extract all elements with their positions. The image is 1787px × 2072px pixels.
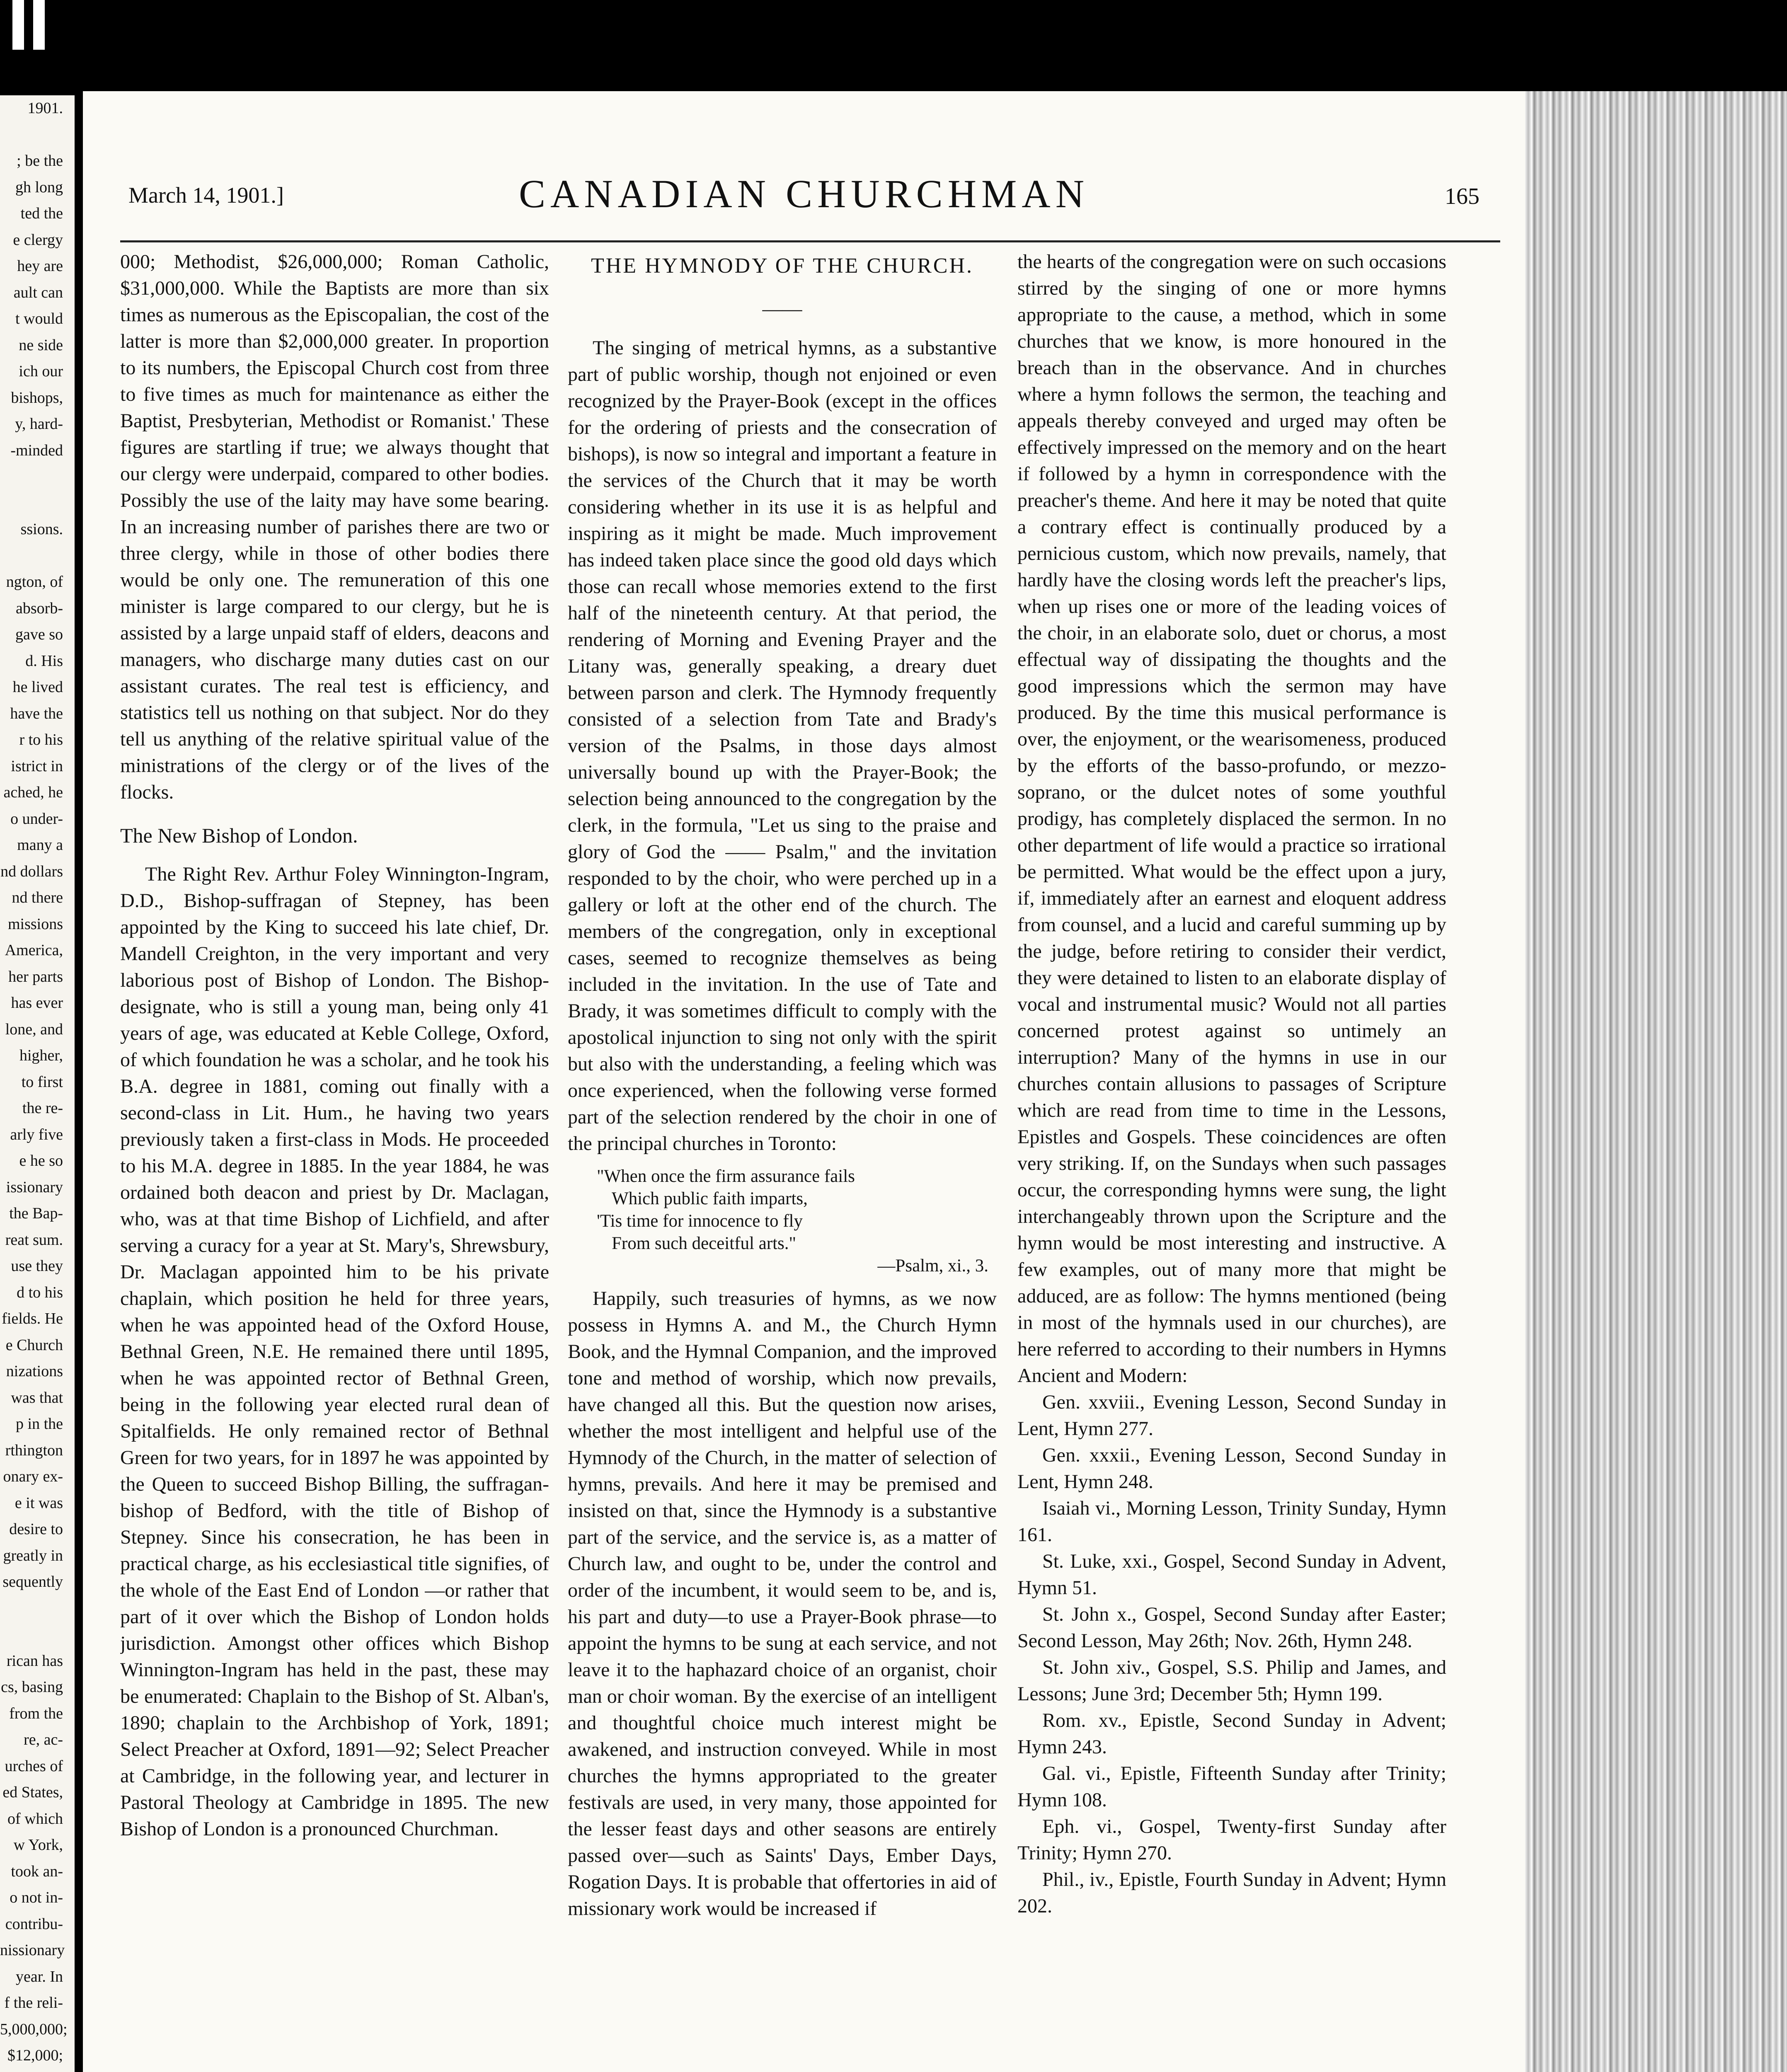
hymn-reference: Phil., iv., Epistle, Fourth Sunday in Advent; Hymn 202.: [1017, 1869, 1446, 1917]
margin-fragment: e clergy: [13, 231, 63, 249]
margin-fragment: d to his: [17, 1283, 63, 1301]
margin-fragment: ; be the: [17, 152, 63, 169]
margin-fragment: re, ac-: [24, 1731, 63, 1748]
margin-fragment: greatly in: [3, 1547, 63, 1564]
margin-fragment: reat sum.: [5, 1231, 63, 1249]
verse-line: Which public faith imparts,: [612, 1189, 808, 1208]
paragraph: 000; Methodist, $26,000,000; Roman Catholic, $31,000,000. While the Baptists are more than six times as numerous as the Episcopalian, the cost of the latter is more than $2,000,000 greater. In proportion to its numbers, the Episcopal Church cost from three to five times as much for maintenance as either the Baptist, Presbyterian, Methodist or Romanist.' These figures are startling if true; we always thought that our clergy were underpaid, compared to other bodies. Possibly the use of the laity may have some bearing. In an increasing number of parishes there are two or three clergy, while in those of other bodies there would be only one. The remuneration of this one minister is large compared to our clergy, but he is assisted by a large unpaid staff of elders, deacons and managers, who discharge many duties cast on our assistant curates. The real test is efficiency, and statistics tell us nothing on that subject. Nor do they tell us anything of the relative spiritual value of the ministrations of the clergy or of the lives of the flocks.: [120, 251, 549, 803]
paragraph: Happily, such treasuries of hymns, as we now possess in Hymns A. and M., the Church Hymn Book, and the Hymnal Companion, and the improved tone and method of worship, which now prevails, have changed all this. But the question now arises, whether the most intelligent and helpful use of the Hymnody of the Church, in the matter of selection of hymns, prevails. And here it may be premised and insisted on that, since the Hymnody is a substantive part of the service, and the service is, as a matter of Church law, and ought to be, under the control and order of the incumbent, it would seem to be, and is, his part and duty—to use a Prayer-Book phrase—to appoint the hymns to be sung at each service, and not leave it to the haphazard choice of an organist, choir man or choir woman. By the exercise of an intelligent and thoughtful choice much interest might be awakened, and instruction conveyed. While in most churches the hymns appropriated to the greater festivals are used, in very many, those appointed for the lesser feast days and other seasons are entirely passed over—such as Saints' Days, Ember Days, Rogation Days. It is probable that offertories in aid of missionary work would be increased if: [568, 1288, 997, 1920]
hymn-reference: Rom. xv., Epistle, Second Sunday in Advent; Hymn 243.: [1017, 1709, 1446, 1758]
margin-fragment: nd there: [12, 889, 63, 906]
margin-fragment: ault can: [13, 283, 63, 301]
margin-fragment: ssions.: [20, 520, 63, 538]
margin-fragment: fields. He: [2, 1310, 63, 1327]
margin-fragment: [0, 122, 75, 148]
margin-fragment: her parts: [8, 968, 63, 985]
margin-fragment: America,: [5, 942, 63, 959]
article-title: THE HYMNODY OF THE CHURCH.: [591, 254, 974, 278]
margin-fragment: d. His: [25, 652, 63, 670]
margin-fragment: gave so: [15, 626, 63, 643]
margin-fragment: sequently: [2, 1573, 63, 1590]
margin-fragment: e he so: [19, 1152, 63, 1169]
margin-fragment: took an-: [11, 1862, 63, 1880]
margin-fragment: o not in-: [10, 1889, 63, 1906]
hymn-reference: St. John xiv., Gospel, S.S. Philip and James, and Lessons; June 3rd; December 5th; Hymn 199.: [1017, 1656, 1446, 1705]
margin-fragment: 1901.: [27, 99, 63, 117]
margin-fragment: [0, 464, 75, 490]
adjacent-page-fragment: [0, 95, 75, 2072]
hymn-reference: Gen. xxxii., Evening Lesson, Second Sunday in Lent, Hymn 248.: [1017, 1444, 1446, 1493]
margin-fragment: [0, 490, 75, 517]
margin-fragment: f the reli-: [4, 1994, 63, 2011]
column-1: [120, 249, 549, 2072]
margin-fragment: -minded: [10, 441, 63, 459]
hymn-reference: Gal. vi., Epistle, Fifteenth Sunday after Trinity; Hymn 108.: [1017, 1762, 1446, 1811]
margin-fragment: to first: [21, 1073, 63, 1091]
margin-fragment: p in the: [16, 1415, 63, 1433]
margin-fragment: e it was: [15, 1494, 63, 1512]
hymn-reference: Eph. vi., Gospel, Twenty-first Sunday after Trinity; Hymn 270.: [1017, 1815, 1446, 1864]
margin-fragment: [0, 1595, 75, 1622]
scan-marker-top-1: [12, 0, 24, 50]
margin-fragment: o under-: [10, 810, 63, 828]
paragraph: The Right Rev. Arthur Foley Winnington-Ingram, D.D., Bishop-suffragan of Stepney, has been appointed by the King to succeed his late chief, Dr. Mandell Creighton, in the very important and very laborious post of Bishop of London. The Bishop-designate, who is still a young man, being only 41 years of age, was educated at Keble College, Oxford, of which foundation he was a scholar, and he took his B.A. degree in 1881, coming out finally with a second-class in Lit. Hum., he having two years previously taken a first-class in Mods. He proceeded to his M.A. degree in 1885. In the year 1884, he was ordained both deacon and priest by Dr. Maclagan, who, was at that time Bishop of Lichfield, and after serving a curacy for a year at St. Mary's, Shrewsbury, Dr. Maclagan appointed him to be his private chaplain, which position he held for three years, when he was appointed head of the Oxford House, Bethnal Green, N.E. He remained there until 1895, when he was appointed rector of Bethnal Green, being in the following year elected rural dean of Spitalfields. He only remained rector of Bethnal Green for two years, for in 1897 he was appointed by the Queen to succeed Bishop Billing, the suffragan-bishop of Bedford, with the title of Bishop of Stepney. Since his consecration, he has been in practical charge, as his ecclesiastical title signifies, of the whole of the East End of London —or rather that part of it over which the Bishop of London holds jurisdiction. Amongst other offices which Bishop Winnington-Ingram has held in the past, these may be enumerated: Chaplain to the Bishop of St. Alban's, 1890; chaplain to the Archbishop of York, 1891; Select Preacher at Oxford, 1891—92; Select Preacher at Cambridge, in the following year, and lecturer in Pastoral Theology at Cambridge in 1895. The new Bishop of London is a pronounced Churchman.: [120, 863, 549, 1840]
hymn-list: [1017, 1389, 1446, 1920]
section-heading: The New Bishop of London.: [120, 824, 358, 847]
margin-fragment: urches of: [5, 1757, 63, 1775]
margin-fragment: arly five: [10, 1126, 63, 1143]
margin-fragment: onary ex-: [3, 1468, 63, 1485]
margin-fragment: istrict in: [11, 757, 63, 775]
margin-fragment: rican has: [6, 1652, 63, 1670]
column-2: [568, 249, 997, 2072]
paragraph: the hearts of the congregation were on such occasions stirred by the singing of one or more hymns appropriate to the cause, a method, which in some churches that we know, is more honoured in the breach than in the observance. And in churches where a hymn follows the sermon, the teaching and appeals thereby conveyed and urged may often be effectively impressed on the memory and on the heart if followed by a hymn in correspondence with the preacher's theme. And here it may be noted that quite a contrary effect is continually produced by a pernicious custom, which now prevails, namely, that hardly have the closing words left the preacher's lips, when up rises one or more of the leading voices of the choir, in an elaborate solo, duet or chorus, a most effectual way of dissipating the thoughts and the good impressions which the sermon may have produced. By the time this musical performance is over, the enjoyment, or the wearisomeness, produced by the efforts of the basso-profundo, or mezzo-soprano, or the dulcet notes of some youthful prodigy, has completely displaced the sermon. In no other department of life would a practice so irrational be permitted. What would be the effect upon a jury, if, immediately after an earnest and eloquent address from counsel, and a lucid and careful summing up by the judge, before retiring to consider their verdict, they were detained to listen to an elaborate display of vocal and instrumental music? Would not all parties concerned protest against so untimely an interruption? Many of the hymns in use in our churches contain allusions to passages of Scripture which are read from time to time in the Lessons, Epistles and Gospels. These coincidences are often very striking. If, on the Sundays when such passages occur, the corresponding hymns were sung, the light interchangeably thrown upon the Scripture and the hymn would be most interesting and instructive. A few examples, out of many more that might be adduced, are as follow: The hymns mentioned (being in most of the hymnals used in our churches), are here referred to according to their numbers in Hymns Ancient and Modern:: [1017, 251, 1446, 1387]
verse-line: From such deceitful arts.": [612, 1234, 797, 1253]
margin-fragment: contribu-: [5, 1915, 63, 1933]
margin-fragment: nd dollars: [0, 862, 63, 880]
margin-fragment: bishops,: [11, 389, 63, 407]
margin-fragment: w York,: [13, 1836, 63, 1854]
margin-fragment: of which: [7, 1810, 63, 1828]
margin-fragment: lone, and: [5, 1020, 63, 1038]
margin-fragment: cs, basing: [1, 1678, 63, 1696]
header-date: March 14, 1901.]: [128, 183, 284, 208]
margin-fragment: gh long: [15, 178, 63, 196]
hymn-reference: St. Luke, xxi., Gospel, Second Sunday in Advent, Hymn 51.: [1017, 1550, 1446, 1599]
hymn-reference: Gen. xxviii., Evening Lesson, Second Sunday in Lent, Hymn 277.: [1017, 1391, 1446, 1440]
margin-fragment: year. In: [16, 1968, 63, 1985]
page-number: 165: [1445, 184, 1479, 209]
margin-fragment: 5,000,000;: [0, 2020, 68, 2038]
title-dash: ——: [762, 298, 802, 320]
margin-fragment: hey are: [17, 257, 63, 275]
margin-fragment: absorb-: [16, 599, 63, 617]
margin-fragment: he lived: [12, 678, 63, 696]
page-edges: [1525, 91, 1787, 2072]
margin-fragment: use they: [11, 1257, 63, 1275]
margin-fragment: missions: [7, 915, 63, 933]
paragraph: The singing of metrical hymns, as a substantive part of public worship, though not enjoined or even recognized by the Prayer-Book (except in the offices for the ordering of priests and the consecration of bishops), is now so integral and important a feature in the services of the Church that it may be worth considering whether in its use it is as helpful and inspiring as it might be made. Much improvement has indeed taken place since the good old days which those can recall whose memories extend to the first half of the nineteenth century. At that period, the rendering of Morning and Evening Prayer and the Litany was, generally speaking, a dreary duet between parson and clerk. The Hymnody frequently consisted of a selection from Tate and Brady's version of the Psalms, in those days almost universally bound up with the Prayer-Book; the selection being announced to the congregation by the clerk, in the formula, "Let us sing to the praise and glory of God the —— Psalm," and the invitation responded to by the choir, who were perched up in a gallery or loft at the other end of the church. The members of the congregation, only in exceptional cases, seemed to recognize themselves as being included in the invitation. In the use of Tate and Brady, it was sometimes difficult to comply with the apostolical injunction to sing not only with the spirit but also with the understanding, a feeling which was once experienced, when the following verse formed part of the selection rendered by the choir in one of the principal churches in Toronto:: [568, 337, 997, 1155]
margin-fragment: ich our: [19, 363, 63, 380]
margin-fragment: desire to: [9, 1520, 63, 1538]
margin-fragment: the Bap-: [9, 1205, 63, 1222]
margin-fragment: nissionary: [0, 1941, 65, 1959]
margin-fragment: have the: [10, 704, 63, 722]
verse-attribution: —Psalm, xi., 3.: [877, 1256, 988, 1276]
margin-fragment: ted the: [20, 205, 63, 222]
margin-fragment: r to his: [19, 731, 63, 748]
margin-fragment: rthington: [5, 1441, 63, 1459]
verse-line: 'Tis time for innocence to fly: [597, 1211, 803, 1231]
margin-fragment: t would: [15, 310, 63, 327]
header-rule: [120, 240, 1500, 242]
margin-fragment: ached, he: [3, 784, 63, 801]
margin-fragment: $12,000;: [7, 2047, 63, 2064]
margin-fragment: y, hard-: [15, 415, 63, 433]
margin-fragment: ne side: [19, 336, 63, 354]
hymn-reference: St. John x., Gospel, Second Sunday after Easter; Second Lesson, May 26th; Nov. 26th, Hymn 248.: [1017, 1603, 1446, 1652]
quoted-verse: [597, 1165, 997, 1277]
scan-marker-top-2: [33, 0, 45, 50]
margin-fragment: nizations: [6, 1363, 63, 1380]
hymn-reference: Isaiah vi., Morning Lesson, Trinity Sunday, Hymn 161.: [1017, 1497, 1446, 1546]
column-3: [1017, 249, 1446, 2072]
newspaper-page: [83, 91, 1525, 2072]
margin-fragment: [0, 543, 75, 569]
margin-fragment: from the: [9, 1704, 63, 1722]
margin-fragment: ed States,: [2, 1784, 63, 1801]
margin-fragment: ngton, of: [6, 573, 63, 591]
margin-fragment: was that: [11, 1389, 63, 1406]
margin-fragment: many a: [17, 836, 63, 854]
margin-fragment: has ever: [11, 994, 63, 1012]
margin-fragment: e Church: [5, 1336, 63, 1354]
margin-fragment: issionary: [6, 1178, 63, 1196]
verse-line: "When once the firm assurance fails: [597, 1167, 855, 1186]
margin-fragment: the re-: [22, 1099, 63, 1117]
margin-fragment: [0, 1622, 75, 1648]
margin-fragment: higher,: [19, 1047, 63, 1064]
masthead-title: CANADIAN CHURCHMAN: [518, 172, 1090, 216]
